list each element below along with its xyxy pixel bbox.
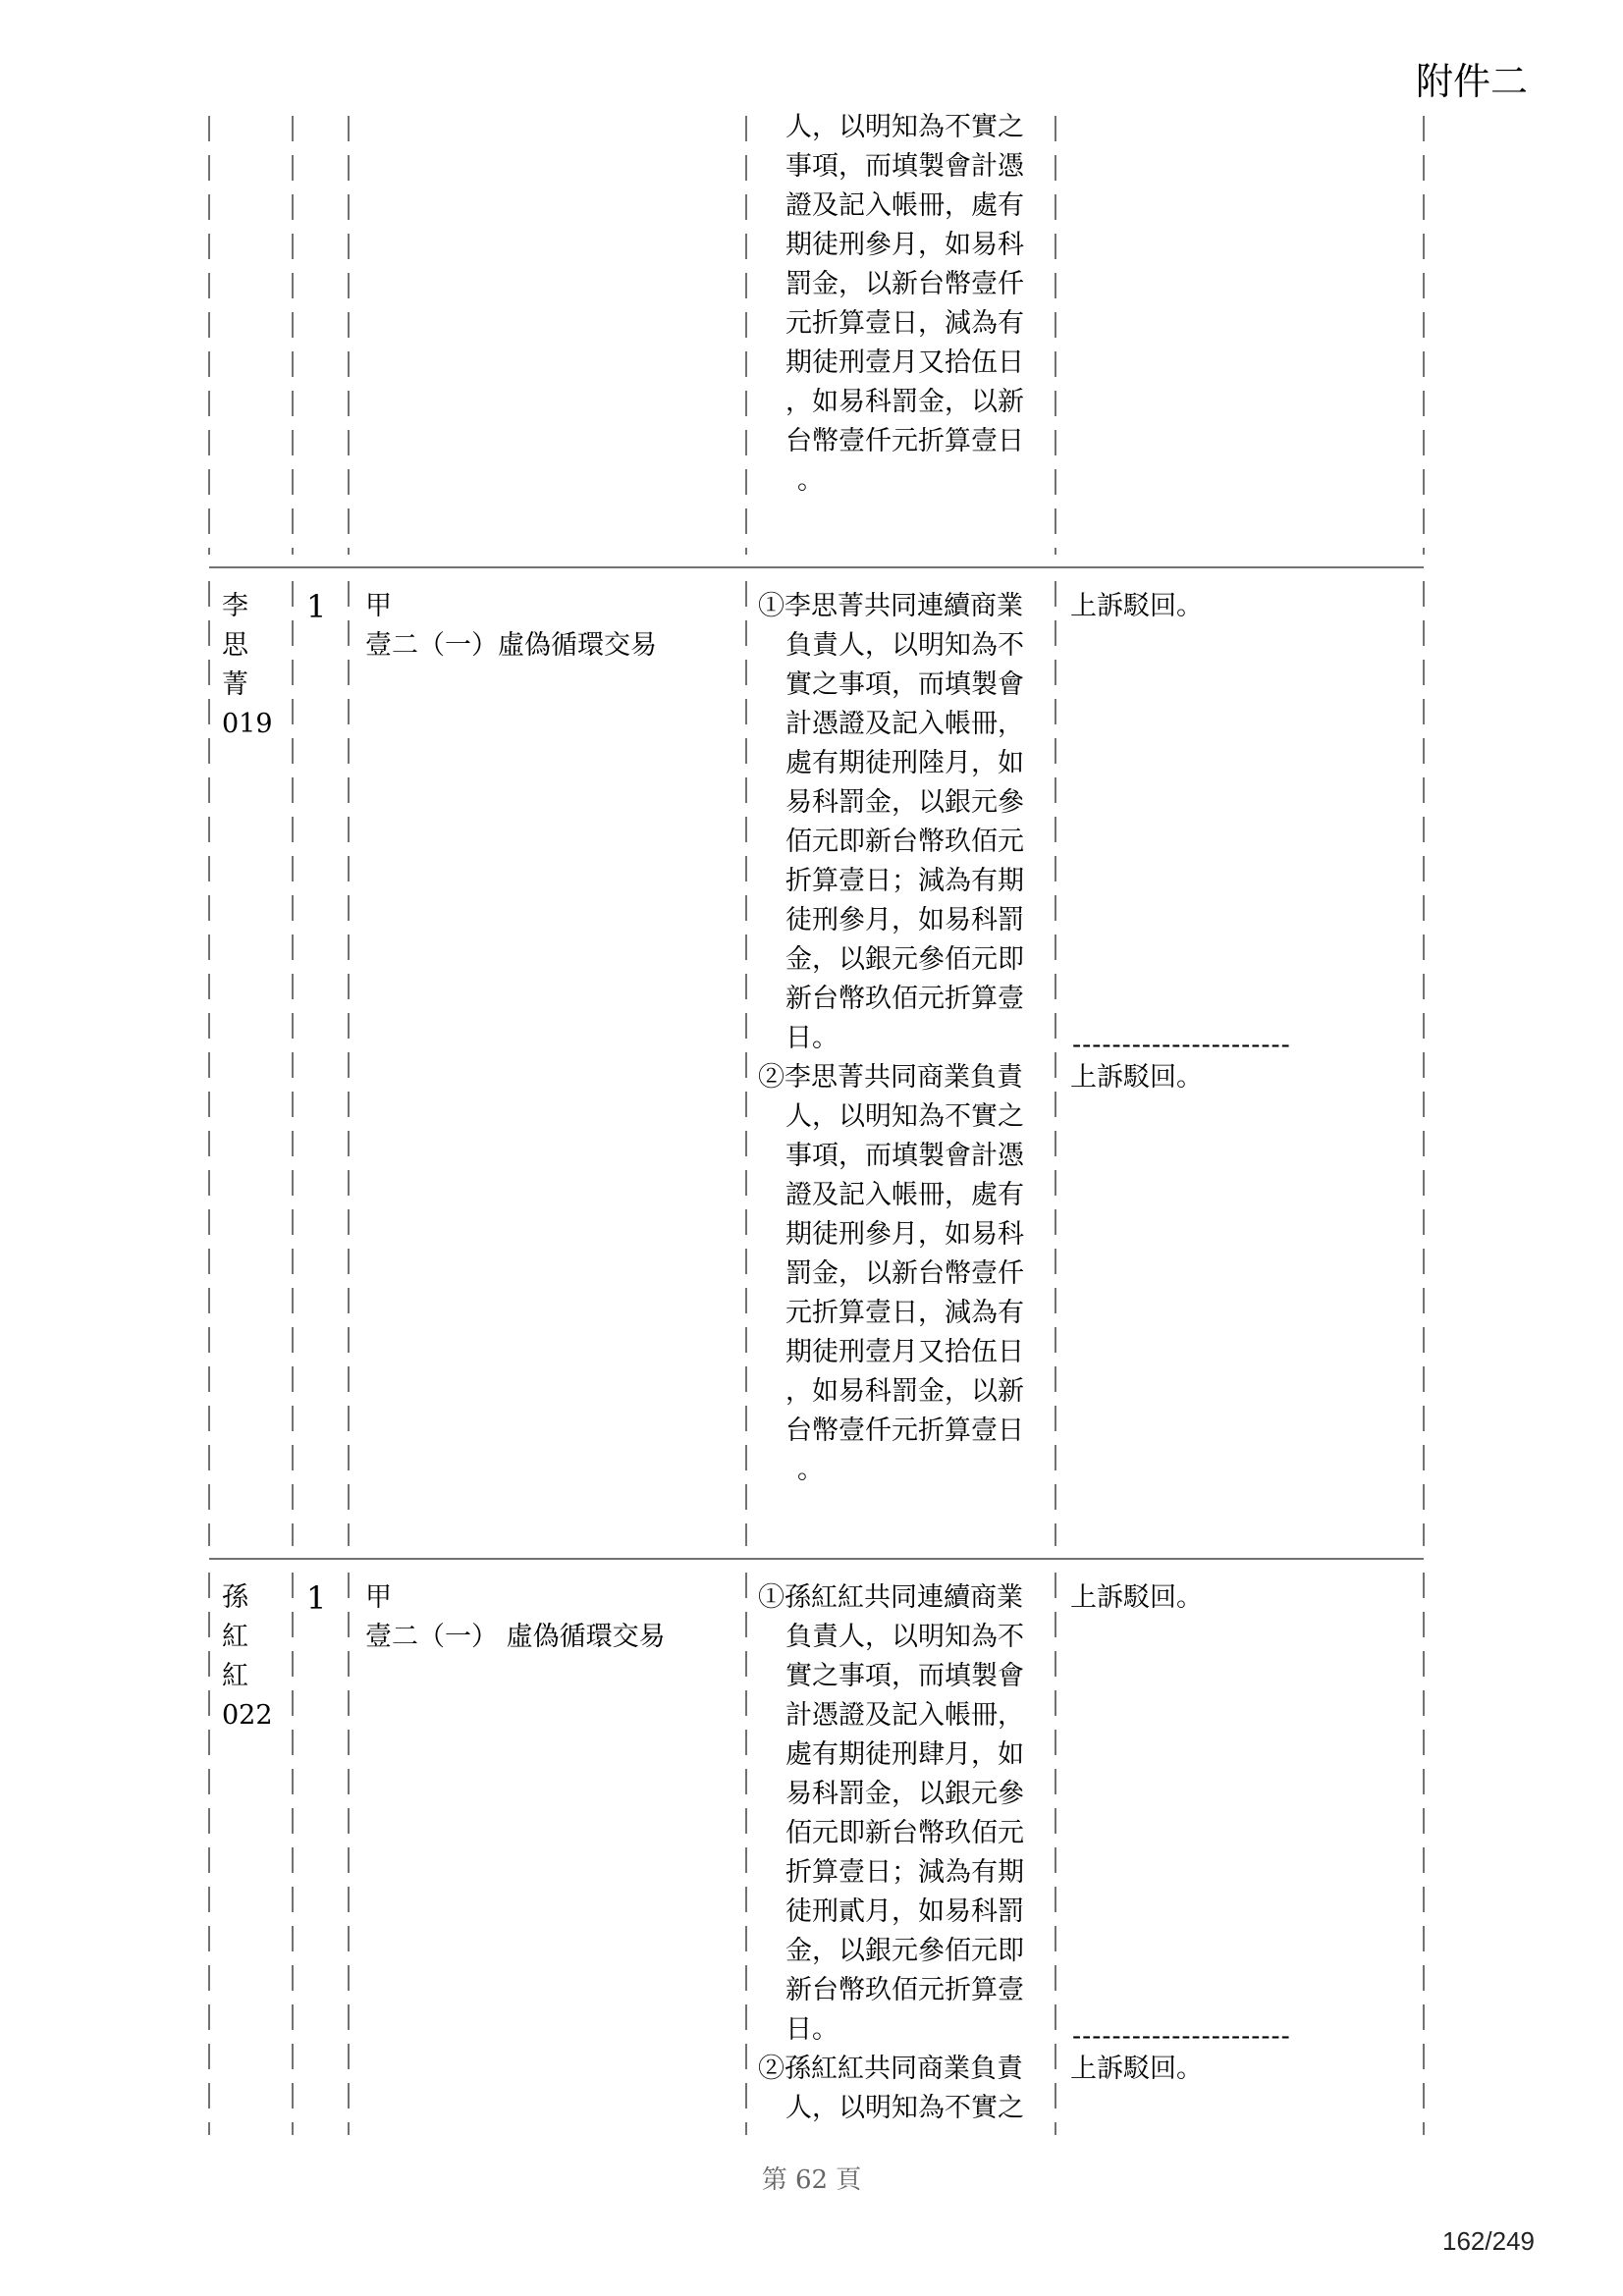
defendant-name — [222, 1578, 273, 1735]
name-char: 紅 — [222, 1661, 248, 1691]
sentence-line: 處有期徒刑肆月，如 — [785, 1739, 1024, 1770]
attachment-label: 附件二 — [1416, 60, 1529, 103]
sentence-line: 金，以銀元參佰元即 — [785, 944, 1024, 975]
fact-cell — [365, 1578, 666, 1657]
sentence-line: 實之事項，而填製會 — [785, 669, 1024, 700]
count-number: 1 — [306, 588, 327, 625]
sentence-line: 元折算壹日，減為有 — [785, 1298, 1024, 1328]
sentence-line: 台幣壹仟元折算壹日 — [785, 1415, 1024, 1446]
sentence-line: 台幣壹仟元折算壹日 — [785, 426, 1024, 456]
sentence-line: ，如易科罰金，以新 — [785, 1376, 1024, 1407]
sentence-line: 期徒刑壹月又拾伍日 — [785, 1337, 1024, 1367]
sentence-line: 證及記入帳冊，處有 — [785, 1180, 1024, 1210]
sentence-line: 事項，而填製會計憑 — [785, 1141, 1024, 1171]
sentence-line: 易科罰金，以銀元參 — [785, 1779, 1024, 1809]
sentence-line: ①孫紅紅共同連續商業 — [758, 1582, 1023, 1613]
result-separator: ---------------------- — [1072, 1030, 1291, 1060]
sentence-line: 期徒刑壹月又拾伍日 — [785, 347, 1024, 378]
page-count: 162/249 — [1442, 2226, 1535, 2256]
sentence-block — [758, 587, 1024, 1490]
sentence-line: 罰金，以新台幣壹仟 — [785, 1258, 1024, 1289]
sentence-line: 佰元即新台幣玖佰元 — [785, 1818, 1024, 1848]
sentence-line: 期徒刑參月，如易科 — [785, 230, 1024, 260]
sentence-line: ②孫紅紅共同商業負責 — [758, 2054, 1023, 2084]
sentence-line: 折算壹日；減為有期 — [785, 866, 1024, 896]
sentence-line: ①李思菁共同連續商業 — [758, 591, 1023, 621]
defendant-name — [222, 587, 273, 744]
sentence-block — [758, 1578, 1024, 2128]
sentence-line: 新台幣玖佰元折算壹 — [785, 1975, 1024, 2005]
sentence-line: 徒刑參月，如易科罰 — [785, 905, 1024, 935]
name-char: 孫 — [222, 1582, 248, 1613]
sentence-line: 實之事項，而填製會 — [785, 1661, 1024, 1691]
fact-line: 壹二（一）虛偽循環交易 — [365, 630, 657, 661]
sentence-line: 新台幣玖佰元折算壹 — [785, 984, 1024, 1014]
sentence-line: 事項，而填製會計憑 — [785, 151, 1024, 182]
sentence-line: 證及記入帳冊，處有 — [785, 190, 1024, 221]
result-text: 上訴駁回。 — [1070, 591, 1203, 621]
sentence-line: 日。 — [785, 1023, 839, 1053]
count-number: 1 — [306, 1579, 327, 1617]
fact-line: 壹二（一） 虛偽循環交易 — [365, 1622, 666, 1652]
sentence-line: 徒刑貳月，如易科罰 — [785, 1896, 1024, 1927]
result-text: 上訴駁回。 — [1070, 2054, 1203, 2084]
sentence-line: 金，以銀元參佰元即 — [785, 1936, 1024, 1966]
defendant-code: 019 — [222, 709, 273, 739]
defendant-code: 022 — [222, 1700, 273, 1731]
sentence-line: 折算壹日；減為有期 — [785, 1857, 1024, 1888]
sentence-line: 計憑證及記入帳冊， — [785, 1700, 1024, 1731]
sentence-line: 負責人，以明知為不 — [785, 1622, 1024, 1652]
sentence-line: 日。 — [785, 2014, 839, 2045]
sentence-line: 人，以明知為不實之 — [785, 2093, 1024, 2123]
sentence-line: ②李思菁共同商業負責 — [758, 1062, 1023, 1093]
sentence-line: 。 — [797, 1455, 824, 1485]
page-number-label: 第 62 頁 — [761, 2165, 862, 2195]
sentence-line: 易科罰金，以銀元參 — [785, 787, 1024, 818]
sentence-line: 期徒刑參月，如易科 — [785, 1219, 1024, 1250]
result-separator: ---------------------- — [1072, 2021, 1291, 2052]
name-char: 菁 — [222, 669, 248, 700]
sentence-line: 計憑證及記入帳冊， — [785, 709, 1024, 739]
sentence-line: 人，以明知為不實之 — [785, 112, 1024, 142]
result-text: 上訴駁回。 — [1070, 1062, 1203, 1093]
name-char: 紅 — [222, 1622, 248, 1652]
result-text: 上訴駁回。 — [1070, 1582, 1203, 1613]
sentence-line: 負責人，以明知為不 — [785, 630, 1024, 661]
sentence-line: 佰元即新台幣玖佰元 — [785, 827, 1024, 857]
sentence-line: ，如易科罰金，以新 — [785, 387, 1024, 417]
name-char: 李 — [222, 591, 248, 621]
fact-cell — [365, 587, 657, 666]
sentence-line: 處有期徒刑陸月，如 — [785, 748, 1024, 778]
name-char: 思 — [222, 630, 248, 661]
sentence-line: 元折算壹日，減為有 — [785, 308, 1024, 339]
sentence-line: 。 — [797, 465, 824, 496]
sentence-line: 人，以明知為不實之 — [785, 1101, 1024, 1132]
fact-line: 甲 — [365, 1582, 392, 1613]
continuation-sentence — [785, 108, 1024, 501]
sentence-line: 罰金，以新台幣壹仟 — [785, 269, 1024, 299]
fact-line: 甲 — [365, 591, 392, 621]
